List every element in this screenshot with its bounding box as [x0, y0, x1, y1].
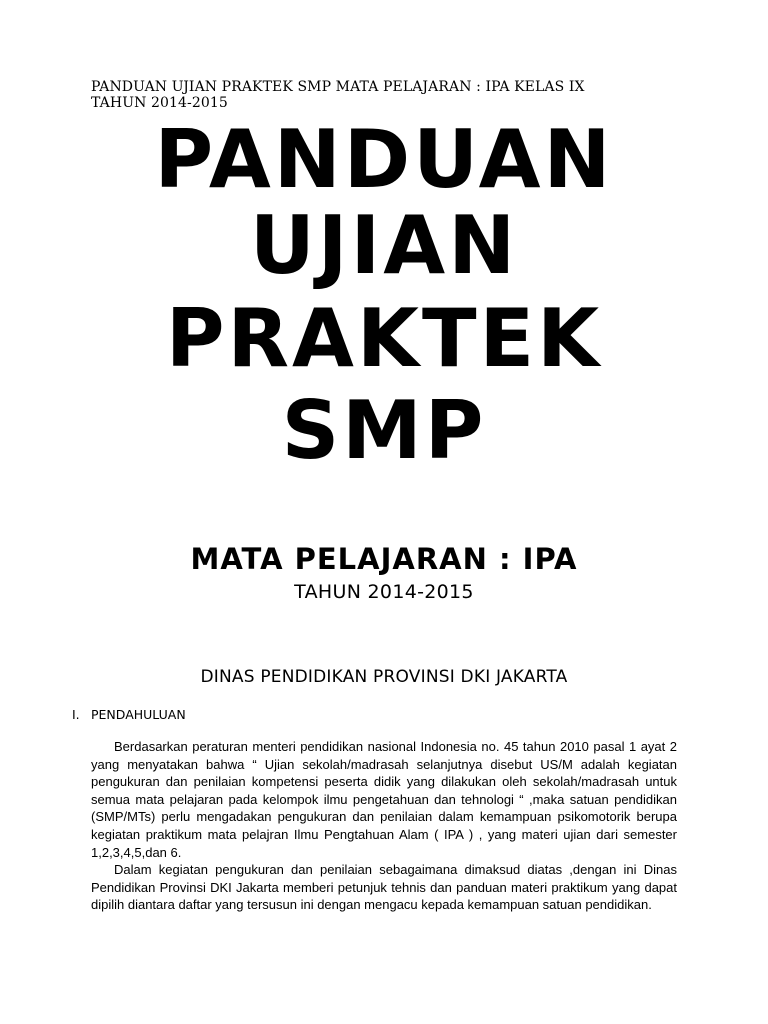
running-header	[91, 79, 691, 111]
institution-name: DINAS PENDIDIKAN PROVINSI DKI JAKARTA	[200, 667, 568, 687]
title-line-4: SMP	[281, 384, 487, 477]
title-line-1: PANDUAN	[154, 113, 614, 206]
title-line-2: UJIAN	[249, 199, 519, 292]
running-header-line-1: PANDUAN UJIAN PRAKTEK SMP MATA PELAJARAN : IPA KELAS IX	[91, 79, 585, 95]
section-title: PENDAHULUAN	[91, 707, 186, 722]
paragraph-2: Dalam kegiatan pengukuran dan penilaian sebagaimana dimaksud diatas ,dengan ini Dinas Pendidikan Provinsi DKI Jakarta memberi petunjuk tehnis dan panduan materi praktikum yang dapat dipilih diantara daftar yang tersusun ini dengan mengacu kepada kemampuan satuan pendidikan.	[91, 862, 677, 913]
running-header-line-2: TAHUN 2014-2015	[91, 95, 228, 111]
section-number: I.	[72, 707, 80, 722]
title-line-3: PRAKTEK	[165, 292, 603, 385]
paragraph-1: Berdasarkan peraturan menteri pendidikan nasional Indonesia no. 45 tahun 2010 pasal 1 ayat 2 yang menyatakan bahwa “ Ujian sekolah/madrasah selanjutnya disebut US/M adalah kegiatan pengukuran dan penilaian kompetensi peserta didik yang dilakukan oleh sekolah/madrasah untuk semua mata pelajaran pada kelompok ilmu pengetahuan dan tehnologi “ ,maka satuan pendidikan (SMP/MTs) perlu mengadakan pengukuran dan penilaian dalam kemampuan psikomotorik berupa kegiatan praktikum mata pelajran Ilmu Pengtahuan Alam ( IPA ) , yang materi ujian dari semester 1,2,3,4,5,dan 6.	[91, 739, 677, 860]
academic-year: TAHUN 2014-2015	[294, 581, 474, 603]
body-text	[91, 738, 677, 914]
subject-heading: MATA PELAJARAN : IPA	[190, 542, 578, 576]
section-heading	[72, 706, 186, 724]
